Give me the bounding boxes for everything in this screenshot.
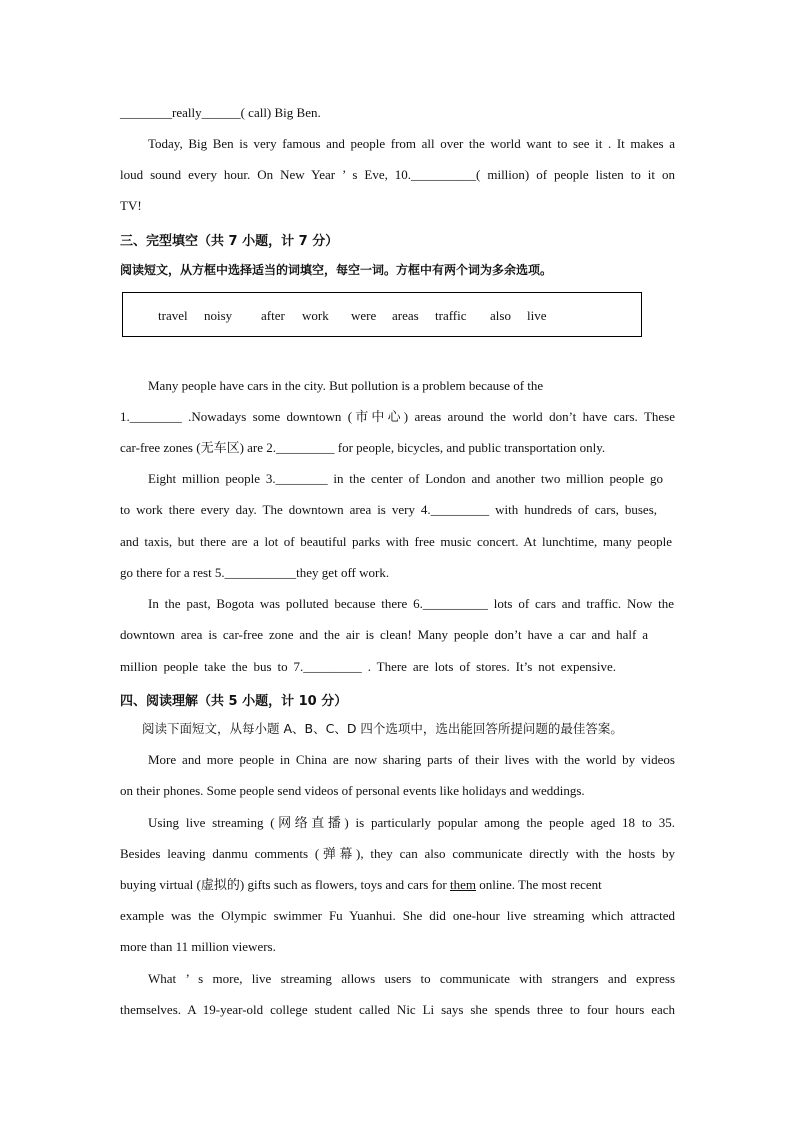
- text-span: buying virtual (虚拟的) gifts such as flowers, toys and cars for: [120, 877, 450, 892]
- word-bank-item: areas: [392, 308, 419, 323]
- text-line: Using live streaming (网络直播) is particularly popular among the people aged 18 to 35.: [148, 815, 675, 830]
- word-bank-item: traffic: [435, 308, 467, 323]
- word-bank-item: live: [527, 308, 547, 323]
- text-line: on their phones. Some people send videos of personal events like holidays and weddings.: [120, 783, 585, 798]
- text-line: to work there every day. The downtown area is very 4._________ with hundreds of cars, buses,: [120, 502, 657, 517]
- text-line: themselves. A 19-year-old college student called Nic Li says she spends three to four hours each: [120, 1002, 675, 1017]
- text-line: In the past, Bogota was polluted because there 6.__________ lots of cars and traffic. Now the: [148, 596, 674, 611]
- text-line: What ’ s more, live streaming allows users to communicate with strangers and express: [148, 971, 675, 986]
- text-line: downtown area is car-free zone and the air is clean! Many people don’t have a car and half a: [120, 627, 648, 642]
- text-line: 1.________ .Nowadays some downtown (市中心) areas around the world don’t have cars. These: [120, 409, 675, 424]
- word-bank-item: also: [490, 308, 511, 323]
- word-bank-box: [122, 292, 642, 337]
- text-line: Many people have cars in the city. But pollution is a problem because of the: [148, 378, 544, 393]
- text-line: ________really______( call) Big Ben.: [120, 105, 321, 120]
- text-line: Eight million people 3.________ in the center of London and another two million people go: [148, 471, 663, 486]
- section-instruction: 阅读下面短文，从每小题 A、B、C、D 四个选项中，选出能回答所提问题的最佳答案。: [142, 721, 623, 736]
- text-line: TV!: [120, 198, 142, 213]
- section-instruction: 阅读短文，从方框中选择适当的词填空，每空一词。方框中有两个词为多余选项。: [120, 263, 553, 277]
- text-line: car-free zones (无车区) are 2._________ for people, bicycles, and public transportation only.: [120, 440, 606, 455]
- word-bank-item: travel: [158, 308, 188, 323]
- word-bank-item: after: [261, 308, 285, 323]
- text-line: Today, Big Ben is very famous and people from all over the world want to see it . It makes a: [148, 136, 675, 151]
- text-line: more than 11 million viewers.: [120, 939, 276, 954]
- underlined-word-them: them: [450, 877, 476, 892]
- word-bank-item: were: [351, 308, 377, 323]
- section-heading: 三、完型填空（共 7 小题，计 7 分）: [120, 234, 339, 249]
- text-line: More and more people in China are now sharing parts of their lives with the world by videos: [148, 752, 675, 767]
- text-line: go there for a rest 5.___________they get off work.: [120, 565, 390, 580]
- text-line: loud sound every hour. On New Year ’ s Eve, 10.__________( million) of people listen to it on: [120, 167, 675, 182]
- text-line: million people take the bus to 7._________ . There are lots of stores. It’s not expensive.: [120, 659, 616, 674]
- text-line: and taxis, but there are a lot of beautiful parks with free music concert. At lunchtime, many people: [120, 534, 672, 549]
- text-span: online. The most recent: [476, 877, 602, 892]
- word-bank-item: noisy: [204, 308, 233, 323]
- text-line: example was the Olympic swimmer Fu Yuanhui. She did one-hour live streaming which attracted: [120, 908, 675, 923]
- text-line: [120, 877, 675, 893]
- word-bank-item: work: [302, 308, 329, 323]
- text-line: Besides leaving danmu comments (弹幕), they can also communicate directly with the hosts by: [120, 846, 675, 861]
- section-heading: 四、阅读理解（共 5 小题，计 10 分）: [120, 694, 348, 709]
